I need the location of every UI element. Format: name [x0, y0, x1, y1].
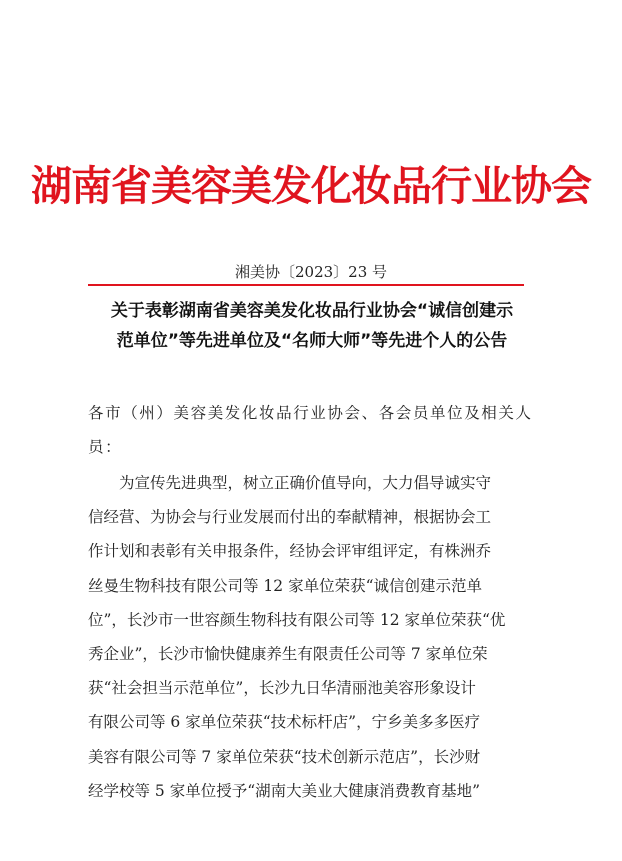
body-paragraph [88, 466, 536, 808]
body-line: 经学校等 5 家单位授予“湖南大美业大健康消费教育基地” [88, 781, 481, 800]
announcement-title [88, 296, 536, 356]
body-line: 信经营、为协会与行业发展而付出的奉献精神，根据协会工 [88, 508, 492, 527]
organization-title: 湖南省美容美发化妆品行业协会 [31, 162, 591, 210]
body-line: 有限公司等 6 家单位荣获“技术标杆店”，宁乡美多多医疗 [88, 713, 481, 732]
announcement-title-line: 范单位”等先进单位及“名师大师”等先进个人的公告 [116, 331, 508, 351]
body-line: 作计划和表彰有关申报条件，经协会评审组评定，有株洲乔 [88, 542, 492, 561]
body-line: 美容有限公司等 7 家单位荣获“技术创新示范店”，长沙财 [88, 747, 481, 766]
body-line: 丝曼生物科技有限公司等 12 家单位荣获“诚信创建示范单 [88, 576, 483, 595]
red-divider-line [88, 284, 524, 286]
body-line: 位”，长沙市一世容颜生物科技有限公司等 12 家单位荣获“优 [88, 610, 506, 629]
body-line: 为宣传先进典型，树立正确价值导向，大力倡导诚实守 [119, 474, 492, 492]
body-line: 秀企业”，长沙市愉快健康养生有限责任公司等 7 家单位荣 [88, 645, 488, 664]
salutation [88, 396, 534, 464]
body-line: 获“社会担当示范单位”，长沙九日华清丽池美容形象设计 [88, 679, 476, 698]
salutation-line: 各市（州）美容美发化妆品行业协会、各会员单位及相关人 [88, 404, 533, 422]
announcement-title-line: 关于表彰湖南省美容美发化妆品行业协会“诚信创建示 [110, 301, 514, 321]
document-number: 湘美协〔2023〕23 号 [234, 263, 388, 281]
salutation-line: 员： [88, 438, 123, 456]
